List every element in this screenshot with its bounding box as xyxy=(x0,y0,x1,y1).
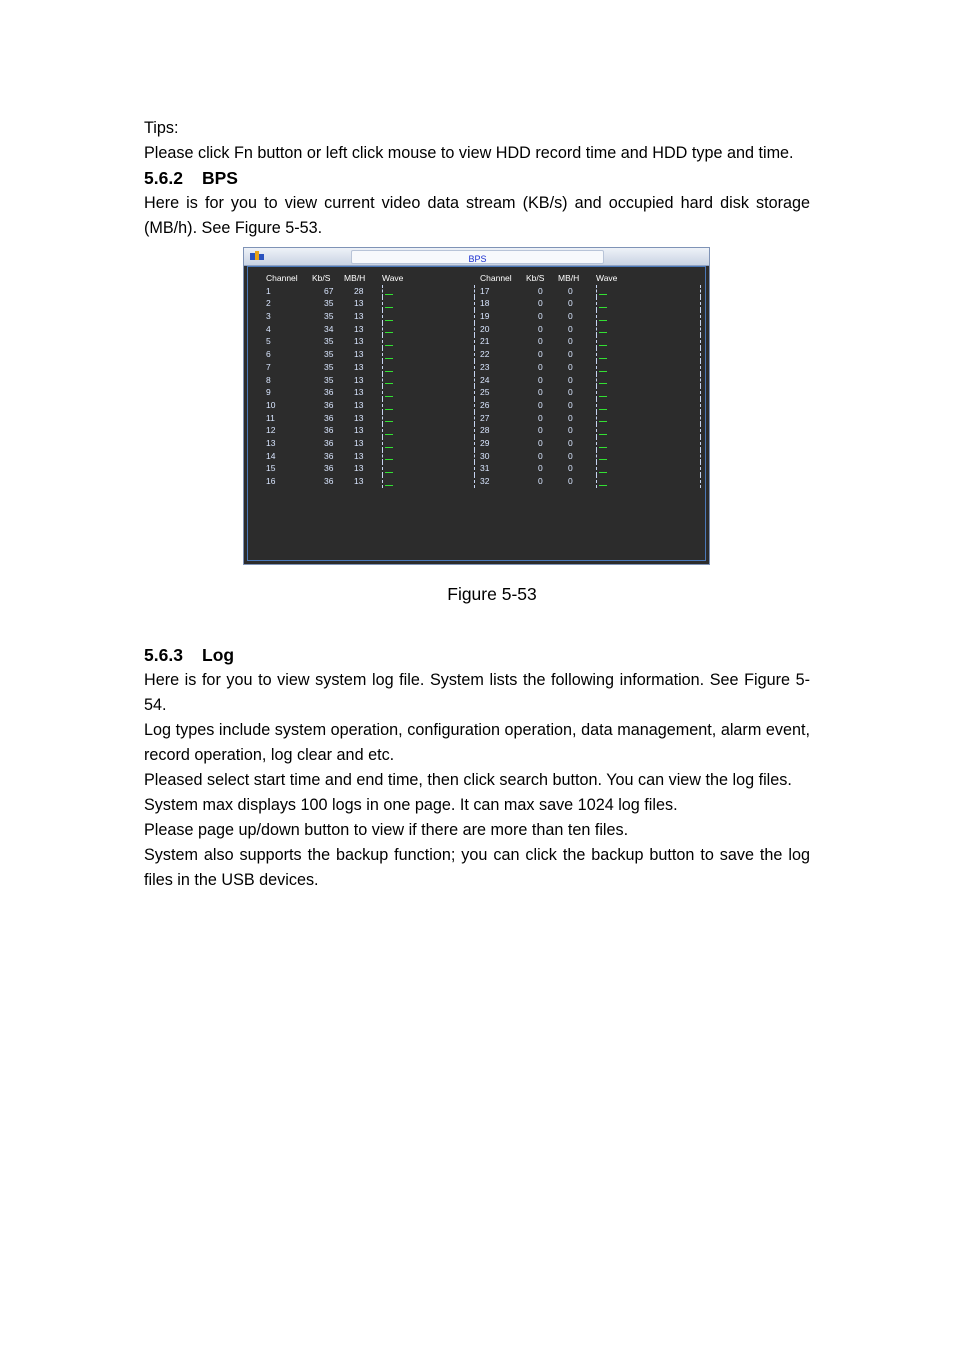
log-paragraph: Pleased select start time and end time, then click search button. You can view the log files. xyxy=(144,771,792,789)
table-row xyxy=(480,450,708,463)
mbh-value: 0 xyxy=(568,374,573,385)
wave-indicator xyxy=(382,399,395,412)
channel-number: 24 xyxy=(480,374,490,385)
wave-indicator xyxy=(382,424,395,437)
mbh-value: 13 xyxy=(354,476,364,486)
kbps-value: 67 xyxy=(324,285,334,296)
channel-number: 15 xyxy=(266,463,276,474)
table-row xyxy=(480,335,708,348)
wave-scale-bracket xyxy=(700,424,704,437)
window-titlebar xyxy=(244,248,709,266)
table-row xyxy=(480,285,708,298)
channel-number: 3 xyxy=(266,311,271,322)
mbh-value: 13 xyxy=(354,437,364,448)
column-header: MB/H xyxy=(344,273,366,283)
section-number: 5.6.3 xyxy=(144,645,183,665)
section-title: Log xyxy=(202,645,235,665)
channel-number: 20 xyxy=(480,323,490,334)
mbh-value: 0 xyxy=(568,285,573,296)
table-row xyxy=(480,323,708,336)
channel-number: 8 xyxy=(266,374,271,385)
wave-indicator xyxy=(596,285,609,298)
table-header-row xyxy=(266,272,486,285)
mbh-value: 0 xyxy=(568,387,573,398)
wave-scale-bracket xyxy=(700,323,704,336)
kbps-value: 36 xyxy=(324,476,334,486)
table-row xyxy=(266,297,486,310)
wave-scale-bracket xyxy=(700,374,704,387)
table-row xyxy=(480,310,708,323)
channel-number: 16 xyxy=(266,476,276,486)
wave-indicator xyxy=(596,310,609,323)
bps-paragraph: Here is for you to view current video data stream (KB/s) and occupied hard disk storage (MB/h). See Figure 5-53. xyxy=(144,194,810,237)
kbps-value: 35 xyxy=(324,374,334,385)
wave-indicator xyxy=(596,412,609,425)
kbps-value: 36 xyxy=(324,437,334,448)
column-header: Wave xyxy=(382,273,404,283)
wave-indicator xyxy=(382,361,395,374)
column-header: Wave xyxy=(596,273,618,283)
tips-text: Please click Fn button or left click mouse to view HDD record time and HDD type and time. xyxy=(144,144,794,162)
mbh-value: 0 xyxy=(568,323,573,334)
channel-number: 4 xyxy=(266,323,271,334)
mbh-value: 13 xyxy=(354,450,364,461)
kbps-value: 36 xyxy=(324,450,334,461)
channel-table-right xyxy=(480,272,708,488)
wave-indicator xyxy=(382,412,395,425)
mbh-value: 13 xyxy=(354,361,364,372)
table-row xyxy=(266,335,486,348)
wave-indicator xyxy=(382,437,395,450)
mbh-value: 0 xyxy=(568,463,573,474)
channel-number: 13 xyxy=(266,437,276,448)
mbh-value: 0 xyxy=(568,437,573,448)
mbh-value: 13 xyxy=(354,425,364,436)
wave-scale-bracket xyxy=(700,285,704,298)
table-row xyxy=(266,285,486,298)
wave-indicator xyxy=(382,297,395,310)
table-row xyxy=(266,475,486,488)
channel-number: 9 xyxy=(266,387,271,398)
bps-figure xyxy=(243,247,710,565)
figure-caption: Figure 5-53 xyxy=(447,584,537,604)
kbps-value: 34 xyxy=(324,323,334,334)
window-title: BPS xyxy=(468,254,487,264)
wave-indicator xyxy=(382,310,395,323)
wave-indicator xyxy=(382,374,395,387)
table-row xyxy=(480,412,708,425)
mbh-value: 13 xyxy=(354,349,364,360)
channel-number: 23 xyxy=(480,361,490,372)
wave-scale-bracket xyxy=(474,285,478,298)
mbh-value: 28 xyxy=(354,285,364,296)
mbh-value: 0 xyxy=(568,349,573,360)
wave-scale-bracket xyxy=(474,424,478,437)
wave-indicator xyxy=(382,335,395,348)
wave-scale-bracket xyxy=(474,335,478,348)
table-row xyxy=(266,437,486,450)
channel-number: 12 xyxy=(266,425,276,436)
kbps-value: 0 xyxy=(538,463,543,474)
wave-indicator xyxy=(596,297,609,310)
wave-indicator xyxy=(596,424,609,437)
wave-indicator xyxy=(596,335,609,348)
wave-indicator xyxy=(596,475,609,488)
mbh-value: 0 xyxy=(568,425,573,436)
wave-indicator xyxy=(596,361,609,374)
table-header-row xyxy=(480,272,708,285)
kbps-value: 0 xyxy=(538,285,543,296)
wave-indicator xyxy=(382,285,395,298)
channel-table-left xyxy=(266,272,486,488)
kbps-value: 36 xyxy=(324,425,334,436)
wave-scale-bracket xyxy=(474,399,478,412)
log-paragraph: Log types include system operation, configuration operation, data management, alarm event, record operation, log clear and etc. xyxy=(144,721,810,764)
channel-number: 28 xyxy=(480,425,490,436)
wave-indicator xyxy=(382,323,395,336)
wave-indicator xyxy=(382,462,395,475)
mbh-value: 0 xyxy=(568,336,573,347)
table-row xyxy=(266,374,486,387)
tips-label: Tips: xyxy=(144,119,179,137)
channel-number: 27 xyxy=(480,412,490,423)
kbps-value: 35 xyxy=(324,361,334,372)
mbh-value: 13 xyxy=(354,336,364,347)
mbh-value: 0 xyxy=(568,412,573,423)
wave-scale-bracket xyxy=(474,310,478,323)
mbh-value: 0 xyxy=(568,399,573,410)
wave-indicator xyxy=(596,462,609,475)
kbps-value: 35 xyxy=(324,311,334,322)
kbps-value: 0 xyxy=(538,323,543,334)
table-row xyxy=(480,348,708,361)
channel-number: 5 xyxy=(266,336,271,347)
wave-scale-bracket xyxy=(474,386,478,399)
log-paragraph: Here is for you to view system log file. System lists the following information. See Figure 5-54. xyxy=(144,671,810,714)
mbh-value: 0 xyxy=(568,298,573,309)
wave-scale-bracket xyxy=(474,297,478,310)
kbps-value: 0 xyxy=(538,450,543,461)
wave-indicator xyxy=(596,399,609,412)
mbh-value: 13 xyxy=(354,323,364,334)
table-row xyxy=(480,386,708,399)
wave-scale-bracket xyxy=(474,475,478,488)
mbh-value: 13 xyxy=(354,374,364,385)
table-row xyxy=(480,475,708,488)
channel-number: 30 xyxy=(480,450,490,461)
document-body xyxy=(144,116,810,893)
table-row xyxy=(480,297,708,310)
kbps-value: 35 xyxy=(324,349,334,360)
table-row xyxy=(480,437,708,450)
kbps-value: 36 xyxy=(324,399,334,410)
wave-scale-bracket xyxy=(474,374,478,387)
section-title: BPS xyxy=(202,168,238,188)
table-row xyxy=(480,399,708,412)
channel-number: 29 xyxy=(480,437,490,448)
channel-number: 6 xyxy=(266,349,271,360)
table-row xyxy=(266,399,486,412)
table-row xyxy=(266,424,486,437)
kbps-value: 0 xyxy=(538,349,543,360)
table-row xyxy=(266,462,486,475)
wave-scale-bracket xyxy=(474,437,478,450)
column-header: Channel xyxy=(480,273,512,283)
channel-number: 18 xyxy=(480,298,490,309)
wave-scale-bracket xyxy=(700,399,704,412)
wave-scale-bracket xyxy=(700,475,704,488)
mbh-value: 13 xyxy=(354,298,364,309)
channel-number: 14 xyxy=(266,450,276,461)
wave-scale-bracket xyxy=(700,412,704,425)
section-heading-log xyxy=(144,643,810,668)
wave-indicator xyxy=(382,386,395,399)
column-header: Kb/S xyxy=(312,273,331,283)
column-header: Channel xyxy=(266,273,298,283)
mbh-value: 13 xyxy=(354,463,364,474)
wave-scale-bracket xyxy=(474,361,478,374)
channel-number: 10 xyxy=(266,399,276,410)
wave-scale-bracket xyxy=(700,450,704,463)
channel-number: 32 xyxy=(480,476,490,486)
table-row xyxy=(266,412,486,425)
kbps-value: 0 xyxy=(538,298,543,309)
wave-scale-bracket xyxy=(474,412,478,425)
wave-indicator xyxy=(596,323,609,336)
kbps-value: 36 xyxy=(324,387,334,398)
mbh-value: 13 xyxy=(354,387,364,398)
wave-scale-bracket xyxy=(474,323,478,336)
wave-indicator xyxy=(382,475,395,488)
wave-scale-bracket xyxy=(700,386,704,399)
kbps-value: 36 xyxy=(324,412,334,423)
table-row xyxy=(266,450,486,463)
channel-number: 1 xyxy=(266,285,271,296)
log-paragraph: System also supports the backup function; you can click the backup button to save the log files in the USB devices. xyxy=(144,846,810,889)
kbps-value: 0 xyxy=(538,311,543,322)
channel-number: 7 xyxy=(266,361,271,372)
table-row xyxy=(266,310,486,323)
channel-number: 22 xyxy=(480,349,490,360)
mbh-value: 13 xyxy=(354,412,364,423)
kbps-value: 0 xyxy=(538,399,543,410)
channel-number: 31 xyxy=(480,463,490,474)
channel-number: 26 xyxy=(480,399,490,410)
table-row xyxy=(480,424,708,437)
wave-scale-bracket xyxy=(474,348,478,361)
app-logo-icon xyxy=(250,250,264,262)
wave-indicator xyxy=(596,386,609,399)
mbh-value: 0 xyxy=(568,361,573,372)
mbh-value: 13 xyxy=(354,311,364,322)
wave-indicator xyxy=(596,348,609,361)
wave-indicator xyxy=(382,348,395,361)
table-row xyxy=(266,386,486,399)
kbps-value: 0 xyxy=(538,412,543,423)
section-number: 5.6.2 xyxy=(144,168,183,188)
table-row xyxy=(480,361,708,374)
wave-scale-bracket xyxy=(700,348,704,361)
mbh-value: 0 xyxy=(568,450,573,461)
table-row xyxy=(480,374,708,387)
column-header: MB/H xyxy=(558,273,580,283)
wave-indicator xyxy=(596,374,609,387)
wave-scale-bracket xyxy=(700,462,704,475)
channel-number: 25 xyxy=(480,387,490,398)
kbps-value: 0 xyxy=(538,437,543,448)
wave-indicator xyxy=(382,450,395,463)
kbps-value: 0 xyxy=(538,425,543,436)
wave-indicator xyxy=(596,450,609,463)
wave-scale-bracket xyxy=(700,437,704,450)
mbh-value: 0 xyxy=(568,476,573,486)
channel-number: 21 xyxy=(480,336,490,347)
section-heading-bps xyxy=(144,166,810,191)
log-paragraph: System max displays 100 logs in one page. It can max save 1024 log files. xyxy=(144,796,678,814)
mbh-value: 13 xyxy=(354,399,364,410)
kbps-value: 0 xyxy=(538,361,543,372)
wave-indicator xyxy=(596,437,609,450)
wave-scale-bracket xyxy=(700,297,704,310)
wave-scale-bracket xyxy=(474,462,478,475)
wave-scale-bracket xyxy=(700,310,704,323)
mbh-value: 0 xyxy=(568,311,573,322)
channel-number: 11 xyxy=(266,412,275,423)
kbps-value: 36 xyxy=(324,463,334,474)
window-title-field xyxy=(351,250,604,264)
table-row xyxy=(266,323,486,336)
kbps-value: 0 xyxy=(538,476,543,486)
wave-scale-bracket xyxy=(700,335,704,348)
channel-number: 2 xyxy=(266,298,271,309)
channel-number: 17 xyxy=(480,285,490,296)
wave-scale-bracket xyxy=(474,450,478,463)
kbps-value: 0 xyxy=(538,387,543,398)
kbps-value: 0 xyxy=(538,336,543,347)
kbps-value: 0 xyxy=(538,374,543,385)
kbps-value: 35 xyxy=(324,336,334,347)
table-row xyxy=(480,462,708,475)
kbps-value: 35 xyxy=(324,298,334,309)
wave-scale-bracket xyxy=(700,361,704,374)
column-header: Kb/S xyxy=(526,273,545,283)
log-paragraph: Please page up/down button to view if there are more than ten files. xyxy=(144,821,629,839)
table-row xyxy=(266,361,486,374)
channel-number: 19 xyxy=(480,311,490,322)
table-row xyxy=(266,348,486,361)
